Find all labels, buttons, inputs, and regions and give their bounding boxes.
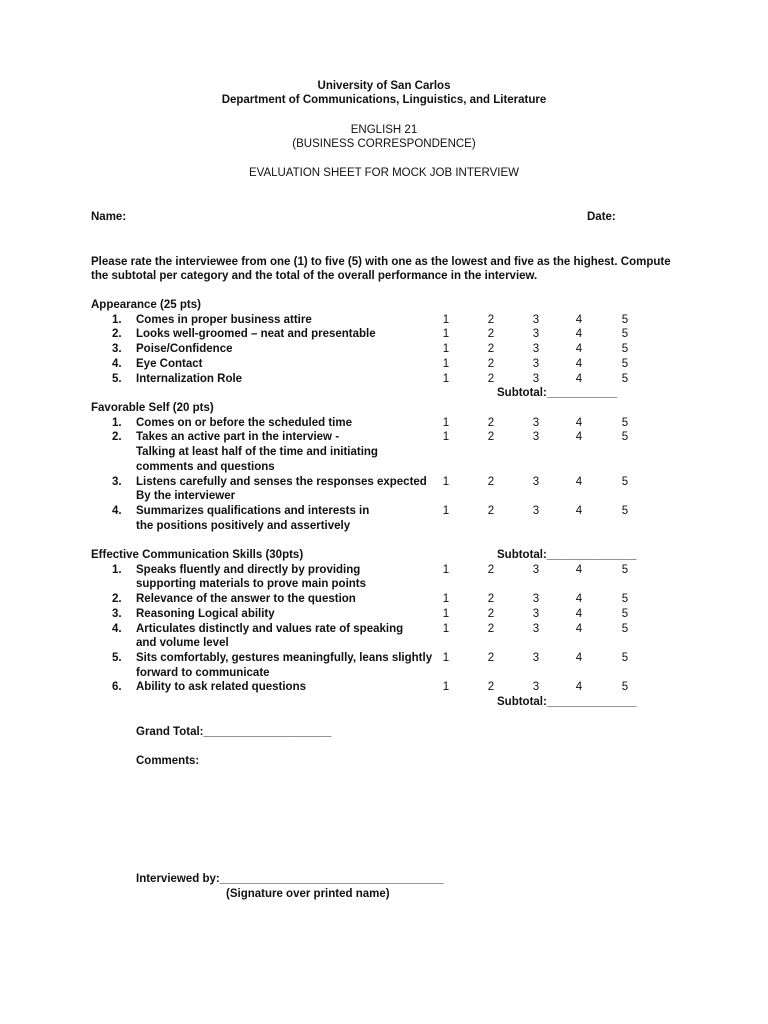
rating-option-5[interactable]: 5 xyxy=(621,593,629,606)
rating-option-5[interactable]: 5 xyxy=(621,357,629,370)
rating-option-2[interactable]: 2 xyxy=(487,504,495,517)
rating-option-3[interactable]: 3 xyxy=(532,563,540,576)
rating-option-4[interactable]: 4 xyxy=(575,372,583,385)
item-text: Summarizes qualifications and interests in xyxy=(136,504,370,517)
rating-option-3[interactable]: 3 xyxy=(532,343,540,356)
rating-option-1[interactable]: 1 xyxy=(442,504,450,517)
rating-option-5[interactable]: 5 xyxy=(621,313,629,326)
rating-option-4[interactable]: 4 xyxy=(575,475,583,488)
rating-option-1[interactable]: 1 xyxy=(442,475,450,488)
item-text: supporting materials to prove main points xyxy=(136,578,367,591)
item-number: 3. xyxy=(112,475,122,488)
rating-scale xyxy=(0,505,768,520)
interviewed-by-line: Interviewed by:___________________________________ xyxy=(136,873,444,885)
item-text: Relevance of the answer to the question xyxy=(136,593,356,606)
item-text: Reasoning Logical ability xyxy=(136,607,275,620)
rating-option-5[interactable]: 5 xyxy=(621,431,629,444)
rating-option-4[interactable]: 4 xyxy=(575,504,583,517)
item-text: Ability to ask related questions xyxy=(136,681,306,694)
item-text: Eye Contact xyxy=(136,357,203,370)
rating-option-4[interactable]: 4 xyxy=(575,593,583,606)
rating-scale xyxy=(0,476,768,491)
rating-option-4[interactable]: 4 xyxy=(575,328,583,341)
rating-option-5[interactable]: 5 xyxy=(621,372,629,385)
item-number: 5. xyxy=(112,372,122,385)
item-number: 2. xyxy=(112,593,122,606)
rating-scale xyxy=(0,608,768,623)
section-title: Appearance (25 pts) xyxy=(91,299,201,311)
section-title: Effective Communication Skills (30pts) xyxy=(91,549,304,561)
item-text: Takes an active part in the interview - xyxy=(136,431,340,444)
rating-option-2[interactable]: 2 xyxy=(487,431,495,444)
rating-option-4[interactable]: 4 xyxy=(575,607,583,620)
instructions-line-1: Please rate the interviewee from one (1) to five (5) with one as the lowest and five as the highest. Compute xyxy=(91,256,671,268)
rating-option-1[interactable]: 1 xyxy=(442,416,450,429)
rating-option-1[interactable]: 1 xyxy=(442,681,450,694)
rating-option-4[interactable]: 4 xyxy=(575,563,583,576)
rating-option-5[interactable]: 5 xyxy=(621,504,629,517)
item-number: 6. xyxy=(112,681,122,694)
instructions-line-2: the subtotal per category and the total of the overall performance in the interview. xyxy=(91,270,538,282)
rating-option-4[interactable]: 4 xyxy=(575,357,583,370)
rating-option-2[interactable]: 2 xyxy=(487,651,495,664)
item-number: 2. xyxy=(112,431,122,444)
item-text: Listens carefully and senses the responses expected xyxy=(136,475,427,488)
rating-scale xyxy=(0,314,768,329)
rating-option-4[interactable]: 4 xyxy=(575,651,583,664)
rating-option-1[interactable]: 1 xyxy=(442,343,450,356)
rating-option-5[interactable]: 5 xyxy=(621,416,629,429)
rating-scale xyxy=(0,343,768,358)
item-number: 1. xyxy=(112,313,122,326)
rating-option-2[interactable]: 2 xyxy=(487,328,495,341)
rating-option-3[interactable]: 3 xyxy=(532,357,540,370)
item-text: Poise/Confidence xyxy=(136,343,233,356)
rating-option-5[interactable]: 5 xyxy=(621,328,629,341)
rating-option-5[interactable]: 5 xyxy=(621,475,629,488)
rating-scale xyxy=(0,373,768,388)
item-text: Internalization Role xyxy=(136,372,243,385)
rating-option-3[interactable]: 3 xyxy=(532,504,540,517)
rating-scale xyxy=(0,431,768,446)
rating-option-4[interactable]: 4 xyxy=(575,622,583,635)
department-name: Department of Communications, Linguistics, and Literature xyxy=(221,94,547,106)
item-text: comments and questions xyxy=(136,460,275,473)
rating-option-2[interactable]: 2 xyxy=(487,593,495,606)
university-name: University of San Carlos xyxy=(317,80,451,92)
rating-option-2[interactable]: 2 xyxy=(487,563,495,576)
rating-scale xyxy=(0,652,768,667)
rating-option-3[interactable]: 3 xyxy=(532,475,540,488)
item-number: 5. xyxy=(112,651,122,664)
rating-option-4[interactable]: 4 xyxy=(575,416,583,429)
rating-option-2[interactable]: 2 xyxy=(487,343,495,356)
rating-option-3[interactable]: 3 xyxy=(532,372,540,385)
item-number: 4. xyxy=(112,357,122,370)
item-number: 3. xyxy=(112,607,122,620)
rating-scale xyxy=(0,681,768,696)
rating-option-5[interactable]: 5 xyxy=(621,343,629,356)
rating-option-1[interactable]: 1 xyxy=(442,357,450,370)
item-text: By the interviewer xyxy=(136,490,236,503)
rating-option-2[interactable]: 2 xyxy=(487,372,495,385)
rating-option-3[interactable]: 3 xyxy=(532,607,540,620)
rating-option-4[interactable]: 4 xyxy=(575,431,583,444)
rating-option-1[interactable]: 1 xyxy=(442,328,450,341)
subtotal-favorable: Subtotal:______________ xyxy=(497,549,637,561)
rating-option-3[interactable]: 3 xyxy=(532,681,540,694)
rating-option-2[interactable]: 2 xyxy=(487,416,495,429)
rating-option-5[interactable]: 5 xyxy=(621,681,629,694)
rating-option-3[interactable]: 3 xyxy=(532,313,540,326)
item-text: Sits comfortably, gestures meaningfully, leans slightly xyxy=(136,651,433,664)
rating-option-4[interactable]: 4 xyxy=(575,343,583,356)
date-field-label: Date: xyxy=(587,211,616,223)
item-text: and volume level xyxy=(136,637,229,650)
item-text: Articulates distinctly and values rate of speaking xyxy=(136,622,404,635)
rating-option-1[interactable]: 1 xyxy=(442,313,450,326)
signature-note: (Signature over printed name) xyxy=(226,888,390,900)
item-number: 4. xyxy=(112,504,122,517)
rating-option-1[interactable]: 1 xyxy=(442,593,450,606)
rating-scale xyxy=(0,417,768,432)
item-number: 1. xyxy=(112,416,122,429)
grand-total: Grand Total:____________________ xyxy=(136,726,332,738)
item-number: 3. xyxy=(112,343,122,356)
rating-option-2[interactable]: 2 xyxy=(487,313,495,326)
rating-option-2[interactable]: 2 xyxy=(487,681,495,694)
rating-scale xyxy=(0,358,768,373)
section-title: Favorable Self (20 pts) xyxy=(91,402,214,414)
rating-option-2[interactable]: 2 xyxy=(487,622,495,635)
subtotal-effective: Subtotal:______________ xyxy=(497,696,637,708)
rating-option-3[interactable]: 3 xyxy=(532,328,540,341)
name-field-label: Name: xyxy=(91,211,127,223)
subtotal-appearance: Subtotal:___________ xyxy=(497,387,618,400)
item-text: Comes in proper business attire xyxy=(136,313,312,326)
item-text: Talking at least half of the time and initiating xyxy=(136,446,378,459)
item-number: 4. xyxy=(112,622,122,635)
rating-option-3[interactable]: 3 xyxy=(532,593,540,606)
item-number: 1. xyxy=(112,563,122,576)
rating-option-5[interactable]: 5 xyxy=(621,622,629,635)
rating-option-2[interactable]: 2 xyxy=(487,475,495,488)
course-code: ENGLISH 21 xyxy=(350,124,418,136)
item-text: forward to communicate xyxy=(136,666,270,679)
item-number: 2. xyxy=(112,328,122,341)
rating-option-5[interactable]: 5 xyxy=(621,651,629,664)
item-text: Speaks fluently and directly by providing xyxy=(136,563,361,576)
rating-option-2[interactable]: 2 xyxy=(487,357,495,370)
rating-option-5[interactable]: 5 xyxy=(621,563,629,576)
rating-option-3[interactable]: 3 xyxy=(532,416,540,429)
rating-option-1[interactable]: 1 xyxy=(442,563,450,576)
rating-option-4[interactable]: 4 xyxy=(575,313,583,326)
rating-option-3[interactable]: 3 xyxy=(532,622,540,635)
rating-option-1[interactable]: 1 xyxy=(442,622,450,635)
rating-option-1[interactable]: 1 xyxy=(442,372,450,385)
item-text: the positions positively and assertively xyxy=(136,519,351,532)
comments-label: Comments: xyxy=(136,755,200,767)
item-text: Comes on or before the scheduled time xyxy=(136,416,352,429)
rating-option-3[interactable]: 3 xyxy=(532,431,540,444)
item-text: Looks well-groomed – neat and presentable xyxy=(136,328,376,341)
rating-option-4[interactable]: 4 xyxy=(575,681,583,694)
rating-option-2[interactable]: 2 xyxy=(487,607,495,620)
rating-option-1[interactable]: 1 xyxy=(442,607,450,620)
rating-scale xyxy=(0,564,768,579)
rating-option-1[interactable]: 1 xyxy=(442,651,450,664)
rating-option-5[interactable]: 5 xyxy=(621,607,629,620)
rating-scale xyxy=(0,593,768,608)
rating-option-3[interactable]: 3 xyxy=(532,651,540,664)
sheet-title: EVALUATION SHEET FOR MOCK JOB INTERVIEW xyxy=(248,167,520,179)
rating-option-1[interactable]: 1 xyxy=(442,431,450,444)
course-name: (BUSINESS CORRESPONDENCE) xyxy=(292,138,476,150)
rating-scale xyxy=(0,623,768,638)
rating-scale xyxy=(0,328,768,343)
